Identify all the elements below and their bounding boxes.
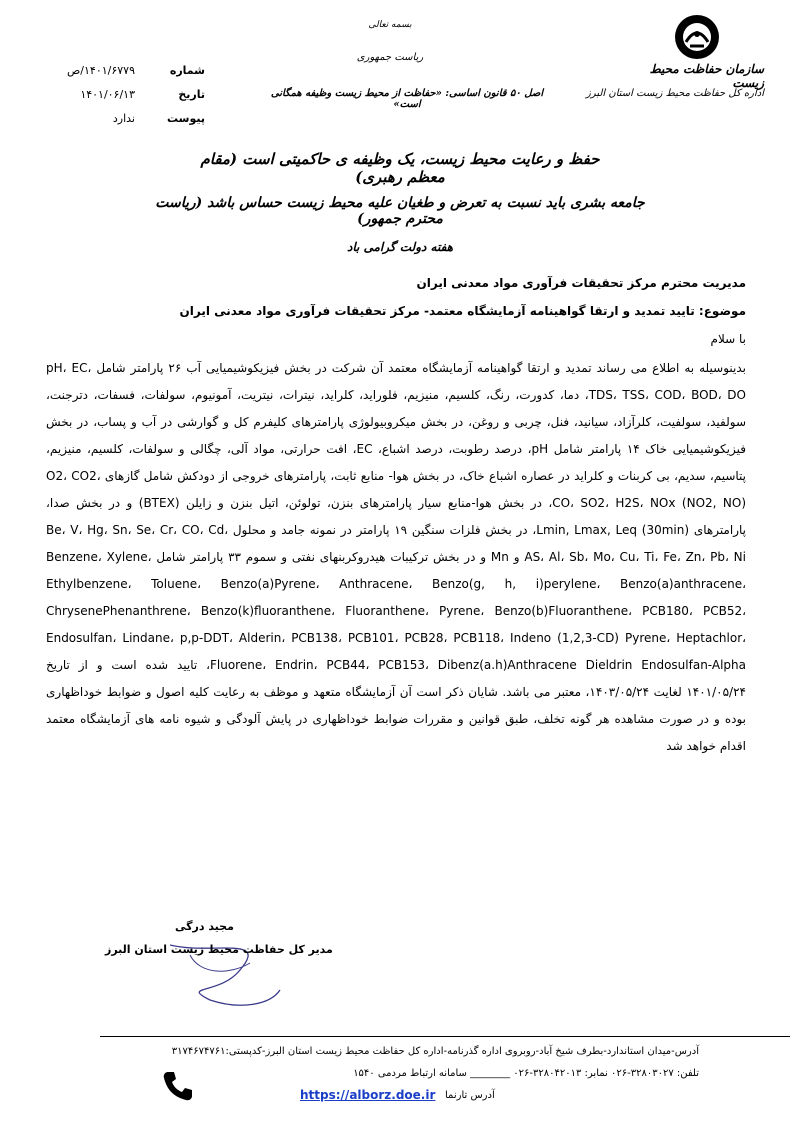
footer-phones: تلفن: ۳۲۸۰۳۰۲۷-۰۲۶ نمابر: ۳۲۸۰۴۲۰۱۳-۰۲۶ ________ سامانه ارتباط مردمی ۱۵۴۰ [353, 1068, 699, 1079]
besmeh-heading: بسمه تعالی [368, 20, 412, 30]
recipient: مدیریت محترم مرکز تحقیقات فرآوری مواد معدنی ایران [416, 276, 746, 290]
meta-attachment-value: ندارد [112, 112, 135, 125]
slogan-leader: حفظ و رعایت محیط زیست، یک وظیفه ی حاکمیتی است (مقام معظم رهبری) [200, 150, 600, 186]
phone-icon [160, 1068, 196, 1104]
signer-name: مجید درگی [175, 920, 234, 933]
signer-title: مدیر کل حفاظت محیط زیست استان البرز [105, 943, 333, 956]
meta-date-value: ۱۴۰۱/۰۶/۱۳ [80, 88, 135, 101]
org-department: اداره کل حفاظت محیط زیست استان البرز [586, 88, 764, 99]
footer-address: آدرس-میدان استاندارد-بطرف شیخ آباد-روبروی اداره گذرنامه-اداره کل حفاظت محیط زیست استان البرز-کدپستی:۳۱۷۴۶۷۴۷۶۱ [171, 1046, 699, 1057]
constitution-principle: اصل ۵۰ قانون اساسی: «حفاظت از محیط زیست وظیفه همگانی است» [270, 88, 544, 110]
letter-body: بدینوسیله به اطلاع می رساند تمدید و ارتقا گواهینامه آزمایشگاه معتمد آن شرکت در بخش فیزیکوشیمیایی آب ۲۶ پارامتر شامل pH، EC، TDS، TSS، COD، BOD، DO، دما، کدورت، رنگ، کلسیم، منیزیم، فلوراید، کلراید، نیترات، نیتریت، آمونیوم، سولفات، فسفات، دترجنت، سولفید، سولفیت، کلرآزاد، سیانید، فنل، چربی و روغن، در بخش میکروبیولوژی پارامترهای کلیفرم کل و گوارشی در آب و پساب، در بخش فیزیکوشیمیایی خاک ۱۴ پارامتر شامل pH، درصد رطوبت، درصد اشباع، EC، افت حرارتی، مواد آلی، چگالی و سولفات، کلسیم، منیزیم، پتاسیم، سدیم، بی کربنات و کلراید در عصاره اشباع خاک، در بخش هوا- منابع ثابت، پارامترهای خروجی از دودکش شامل گازهای O2، CO2، CO، SO2، H2S، NOx (NO2, NO)، در بخش هوا-منابع سیار پارامترهای بنزن، تولوئن، اتیل بنزن و زایلن (BTEX) و در بخش صدا، پارامترهای Lmin, Lmax, Leq (30min)، در بخش فلزات سنگین ۱۹ پارامتر در نمونه جامد و محلول Be، V، Hg، Sn، Se، Cr، CO، Cd، AS، Al، Sb، Mo، Cu، Ti، Fe، Zn، Pb، Ni و Mn و در بخش ترکیبات هیدروکربنهای نفتی و سموم ۳۳ پارامتر شامل Benzene، Xylene، Ethylbenzene، Toluene، Benzo(a)Pyrene، Anthracene، Benzo(g, h, i)perylene، Benzo(a)anthracene، ChrysenePhenanthrene، Benzo(k)fluoranthene، Fluoranthene، Pyrene، Benzo(b)Fluoranthene، PCB180، PCB52، Endosulfan، Lindane، p,p-DDT، Alderin، PCB138، PCB101، PCB28، PCB118، Indeno (1,2,3-CD) Pyrene، Heptachlor، Fluorene، Endrin، PCB44، PCB153، Dibenz(a.h)Anthracene Dieldrin Endosulfan-Alpha، تایید شده است و از تاریخ ۱۴۰۱/۰۵/۲۴ لغایت ۱۴۰۳/۰۵/۲۴، معتبر می باشد. شایان ذکر است آن آزمایشگاه متعهد و موظف به رعایت کلیه اصول و ضوابط خوداظهاری بوده و در صورت مشاهده هر گونه تخلف، طبق قوانین و مقررات ضوابط خوداظهاری در پایش آلودگی و شیوه نامه های آزمایشگاه معتمد اقدام خواهد شد [46, 361, 747, 753]
footer-url-label: آدرس تارنما [445, 1090, 495, 1101]
meta-date-label: تاریخ [178, 88, 205, 101]
presidency-heading: ریاست جمهوری [356, 52, 424, 63]
meta-attachment-label: پیوست [167, 112, 205, 125]
slogan-president: جامعه بشری باید نسبت به تعرض و طغیان علیه محیط زیست حساس باشد (ریاست محترم جمهور) [155, 195, 645, 227]
subject: موضوع: تایید تمدید و ارتقا گواهینامه آزمایشگاه معتمد- مرکز تحقیقات فرآوری مواد معدنی ایران [179, 304, 746, 318]
website-link[interactable]: https://alborz.doe.ir [300, 1088, 436, 1102]
meta-number-label: شماره [169, 64, 205, 77]
greeting: با سلام [710, 332, 746, 346]
footer-divider [100, 1036, 790, 1037]
doe-logo-icon [672, 12, 722, 62]
meta-number-value: ۱۴۰۱/۶۷۷۹/ص [67, 64, 135, 77]
org-name: سازمان حفاظت محیط زیست [649, 62, 764, 90]
slogan-government-week: هفته دولت گرامی باد [346, 240, 453, 254]
